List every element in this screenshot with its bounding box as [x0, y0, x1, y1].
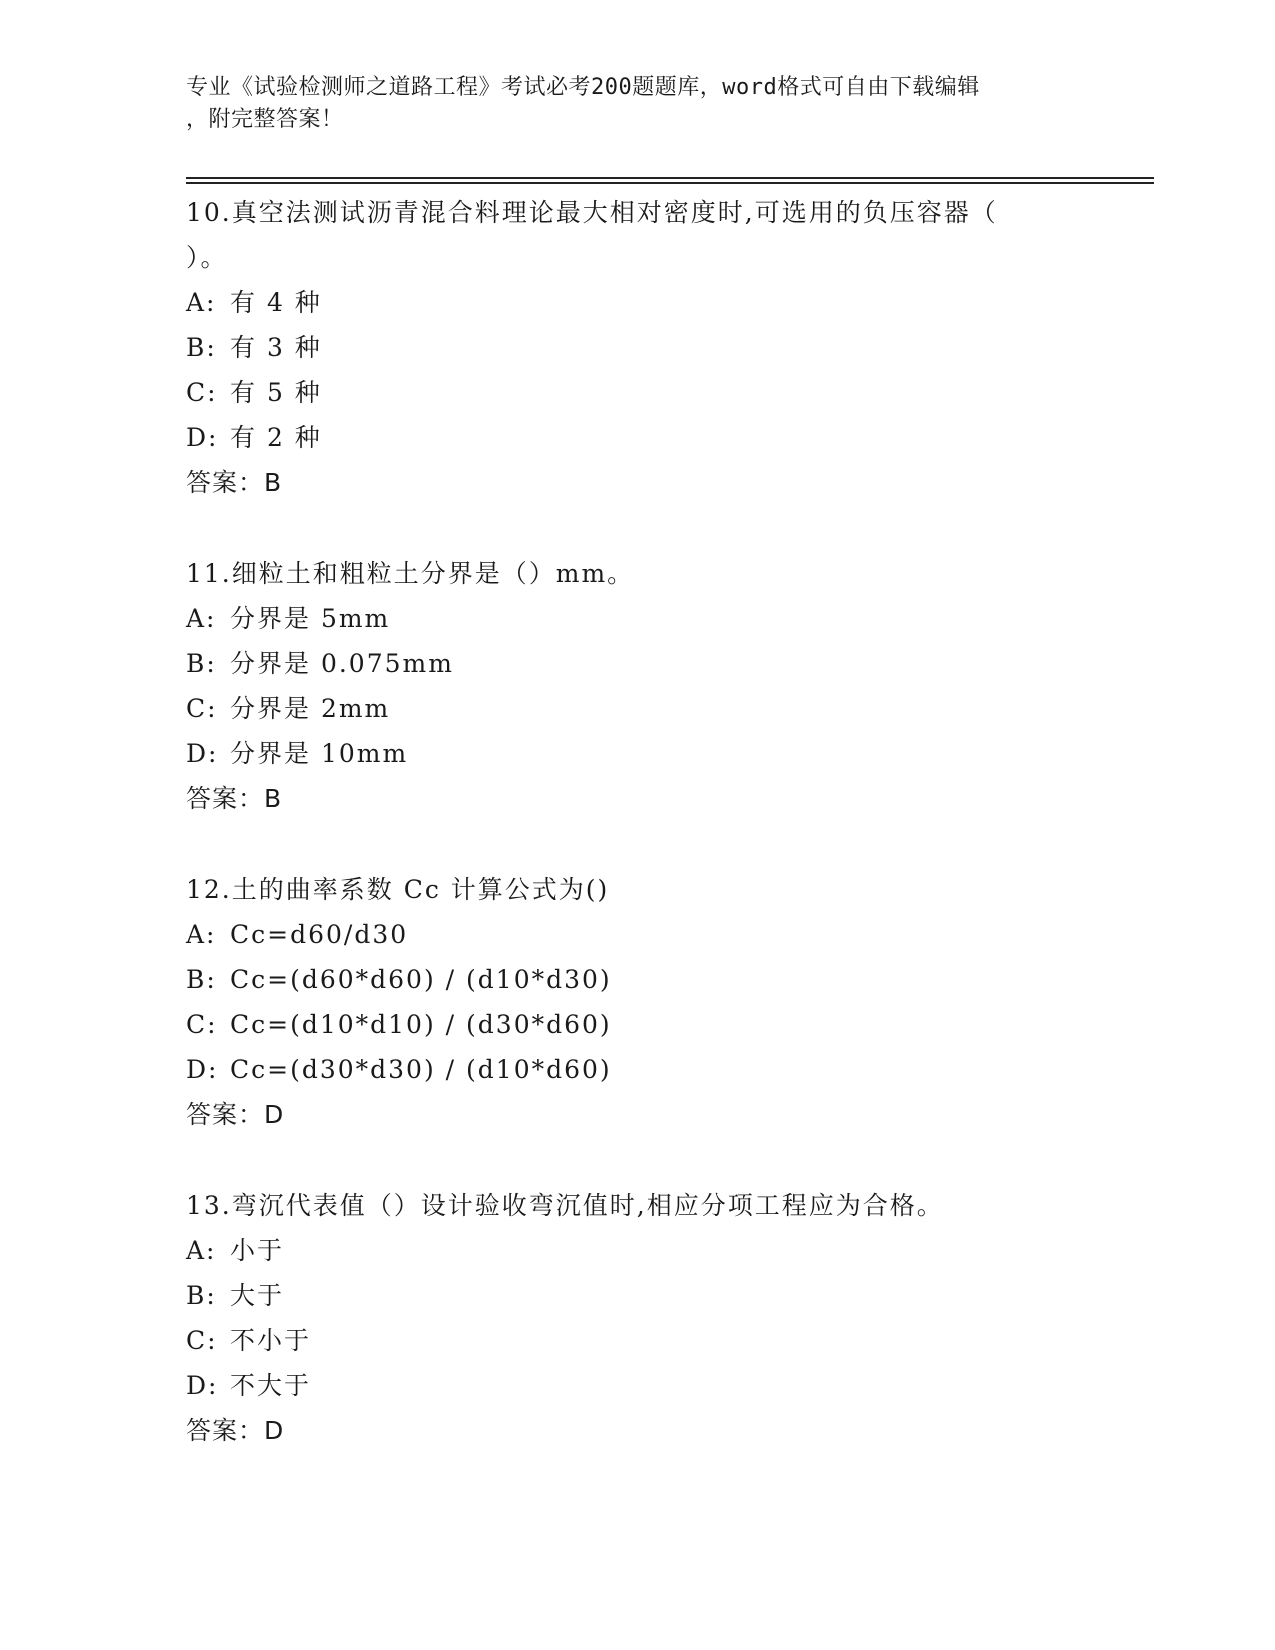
question-stem-line: 11.细粒土和粗粒土分界是（）mm。: [186, 559, 635, 588]
option-label: B:: [186, 965, 217, 994]
option-label: B:: [186, 1281, 217, 1310]
option-label: D:: [186, 739, 219, 768]
option-text: 有 4 种: [230, 288, 322, 317]
question-item: [186, 867, 1086, 1137]
option-c: [186, 1318, 1086, 1363]
option-text: 分界是 5mm: [230, 604, 391, 633]
option-label: A:: [186, 604, 217, 633]
option-c: [186, 1002, 1086, 1047]
option-text: 大于: [230, 1281, 285, 1310]
option-c: [186, 686, 1086, 731]
question-stem-line: 10.真空法测试沥青混合料理论最大相对密度时,可选用的负压容器（: [186, 198, 998, 227]
header-divider-top: [186, 177, 1154, 179]
question-list: [186, 190, 1086, 1499]
document-header: [186, 72, 1066, 136]
option-d: [186, 1363, 1086, 1408]
option-d: [186, 415, 1086, 460]
answer-line: 答案：D: [186, 1416, 285, 1445]
option-text: 不大于: [230, 1371, 312, 1400]
option-label: D:: [186, 1055, 219, 1084]
option-label: C:: [186, 1326, 218, 1355]
option-text: 有 2 种: [230, 423, 322, 452]
question-item: [186, 190, 1086, 505]
question-item: [186, 1183, 1086, 1453]
option-a: [186, 280, 1086, 325]
question-stem: [186, 867, 1086, 912]
option-text: Cc=(d30*d30) / (d10*d60): [230, 1055, 612, 1084]
option-c: [186, 370, 1086, 415]
option-label: C:: [186, 378, 218, 407]
option-label: B:: [186, 649, 217, 678]
option-text: Cc=(d10*d10) / (d30*d60): [230, 1010, 612, 1039]
question-stem-line: 13.弯沉代表值（）设计验收弯沉值时,相应分项工程应为合格。: [186, 1191, 944, 1220]
question-stem: [186, 190, 1086, 280]
option-label: B:: [186, 333, 217, 362]
option-label: A:: [186, 288, 217, 317]
answer-line: 答案：B: [186, 784, 283, 813]
option-text: Cc=d60/d30: [230, 920, 409, 949]
option-label: C:: [186, 1010, 218, 1039]
answer-line: 答案：B: [186, 468, 283, 497]
option-text: 分界是 2mm: [230, 694, 391, 723]
option-b: [186, 641, 1086, 686]
question-stem: [186, 551, 1086, 596]
option-label: D:: [186, 1371, 219, 1400]
question-stem-line: 12.土的曲率系数 Cc 计算公式为(): [186, 875, 610, 904]
header-divider-bottom: [186, 182, 1154, 184]
header-title-line-1: 专业《试验检测师之道路工程》考试必考200题题库，word格式可自由下载编辑: [186, 75, 980, 100]
option-text: 小于: [230, 1236, 285, 1265]
option-b: [186, 325, 1086, 370]
option-label: D:: [186, 423, 219, 452]
option-text: 分界是 10mm: [230, 739, 409, 768]
option-label: A:: [186, 1236, 217, 1265]
question-stem: [186, 1183, 1086, 1228]
option-b: [186, 957, 1086, 1002]
option-d: [186, 1047, 1086, 1092]
option-text: Cc=(d60*d60) / (d10*d30): [230, 965, 612, 994]
question-stem-line: ）。: [186, 243, 228, 272]
option-b: [186, 1273, 1086, 1318]
answer-line: 答案：D: [186, 1100, 285, 1129]
option-a: [186, 1228, 1086, 1273]
option-a: [186, 912, 1086, 957]
option-text: 不小于: [230, 1326, 312, 1355]
option-a: [186, 596, 1086, 641]
option-label: C:: [186, 694, 218, 723]
option-d: [186, 731, 1086, 776]
option-label: A:: [186, 920, 217, 949]
question-item: [186, 551, 1086, 821]
header-title-line-2: ，附完整答案！: [186, 107, 344, 132]
option-text: 有 5 种: [230, 378, 322, 407]
option-text: 分界是 0.075mm: [230, 649, 454, 678]
option-text: 有 3 种: [230, 333, 322, 362]
